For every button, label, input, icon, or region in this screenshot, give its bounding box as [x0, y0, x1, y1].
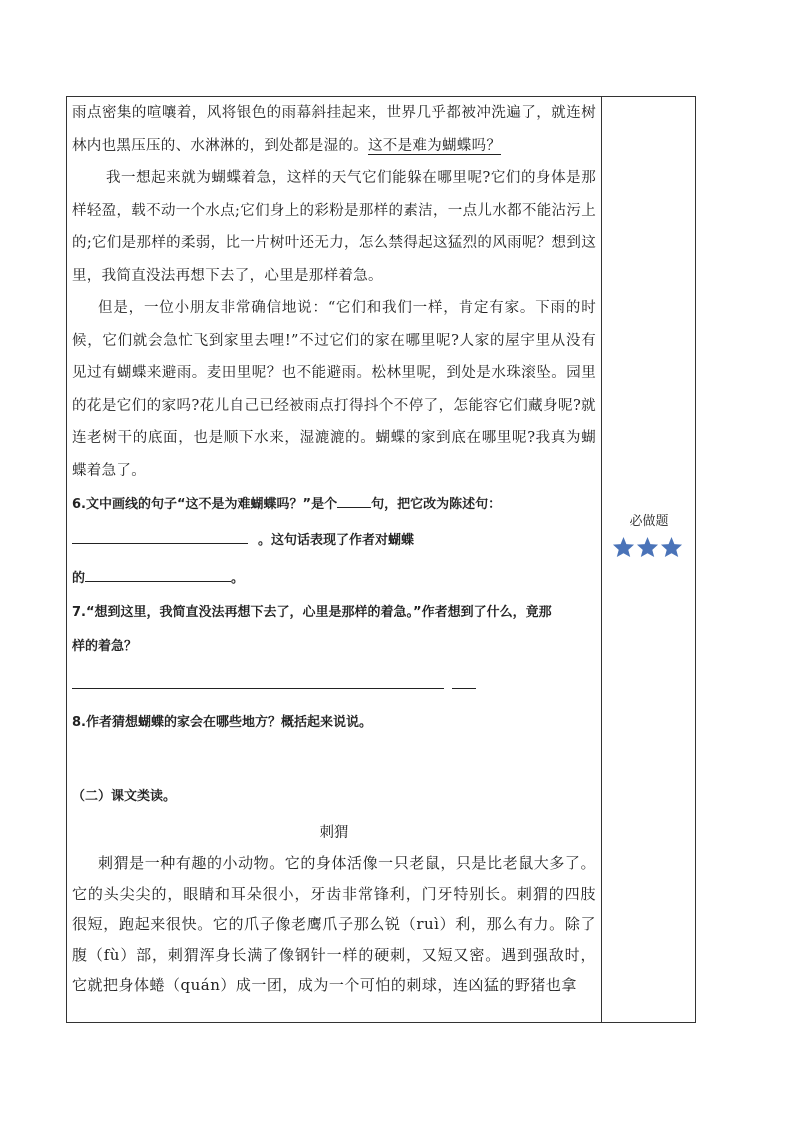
question-7-line-2: 样的着急？: [72, 639, 138, 654]
underlined-sentence: 这不是难为蝴蝶吗？: [368, 137, 502, 154]
passage-line: 雨点密集的喧嚷着，风将银色的雨幕斜挂起来，世界几乎都被冲洗遍了，就: [72, 105, 567, 121]
question-8: 8.作者猜想蝴蝶的家会在哪些地方？概括起来说说。: [72, 715, 372, 730]
passage-line: 连树林内也黑压压的、水淋淋的，到处都是湿的。: [72, 105, 596, 154]
column-divider: [601, 96, 602, 1023]
required-label: 必做题: [629, 514, 669, 529]
passage-paragraph-3: 但是，一位小朋友非常确信地说：“它们和我们一样，肯定有家。下雨的时候，它们就会急忙飞到家里去哩!”不过它们的家在哪里呢?人家的屋宇里从没有见过有蝴蝶来避雨。麦田里呢？也不能避雨。松林里呢，到处是水珠滚坠。园里的花是它们的家吗?花儿自己已经被雨点打得抖个不停了，怎能容它们藏身呢?就连老树干的底面，也是顺下水来，湿漉漉的。蝴蝶的家到底在哪里呢?我真为蝴蝶着急了。: [72, 300, 596, 479]
question-6-line-2: 。这句话表现了作者对蝴蝶: [72, 529, 596, 551]
answer-blank[interactable]: [337, 493, 371, 508]
question-7: [72, 603, 596, 689]
passage-paragraph-2: 我一想起来就为蝴蝶着急，这样的天气它们能躲在哪里呢?它们的身体是那样轻盈，载不动一个水点;它们身上的彩粉是那样的素洁，一点儿水都不能沾污上的;它们是那样的柔弱，比一片树叶还无力，怎么禁得起这猛烈的风雨呢？想到这里，我简直没法再想下去了，心里是那样着急。: [72, 170, 596, 284]
question-6-line-1: 6.文中画线的句子“这不是为难蝴蝶吗？”是个 句，把它改为陈述句：: [72, 493, 596, 515]
passage-title: 刺猬: [319, 825, 349, 841]
answer-blank[interactable]: [85, 567, 231, 582]
reading-passage: [72, 97, 596, 487]
question-6-line-3: 的 。: [72, 567, 596, 589]
answer-blank[interactable]: [72, 529, 248, 544]
section-2: [72, 787, 596, 1001]
question-6: [72, 493, 596, 589]
answer-line[interactable]: [72, 675, 596, 689]
star-icon: [612, 536, 635, 558]
difficulty-stars: [612, 536, 683, 558]
question-7-line-1: 7.“想到这里，我简直没法再想下去了，心里是那样的着急。”作者想到了什么，竟那: [72, 605, 552, 620]
star-icon: [636, 536, 659, 558]
passage-paragraph-1: [72, 97, 596, 162]
main-content: [72, 96, 596, 1001]
section-heading: （二）课文类读。: [72, 789, 177, 804]
star-icon: [660, 536, 683, 558]
passage-body: 刺猬是一种有趣的小动物。它的身体活像一只老鼠，只是比老鼠大多了。它的头尖尖的，眼睛和耳朵很小，牙齿非常锋利，门牙特别长。刺猬的四肢很短，跑起来很快。它的爪子像老鹰爪子那么锐（ruì）利，那么有力。除了腹（fù）部，刺猬浑身长满了像钢针一样的硬刺，又短又密。遇到强敌时，它就把身体蜷（quán）成一团，成为一个可怕的刺球，连凶猛的野猪也拿: [72, 854, 596, 994]
